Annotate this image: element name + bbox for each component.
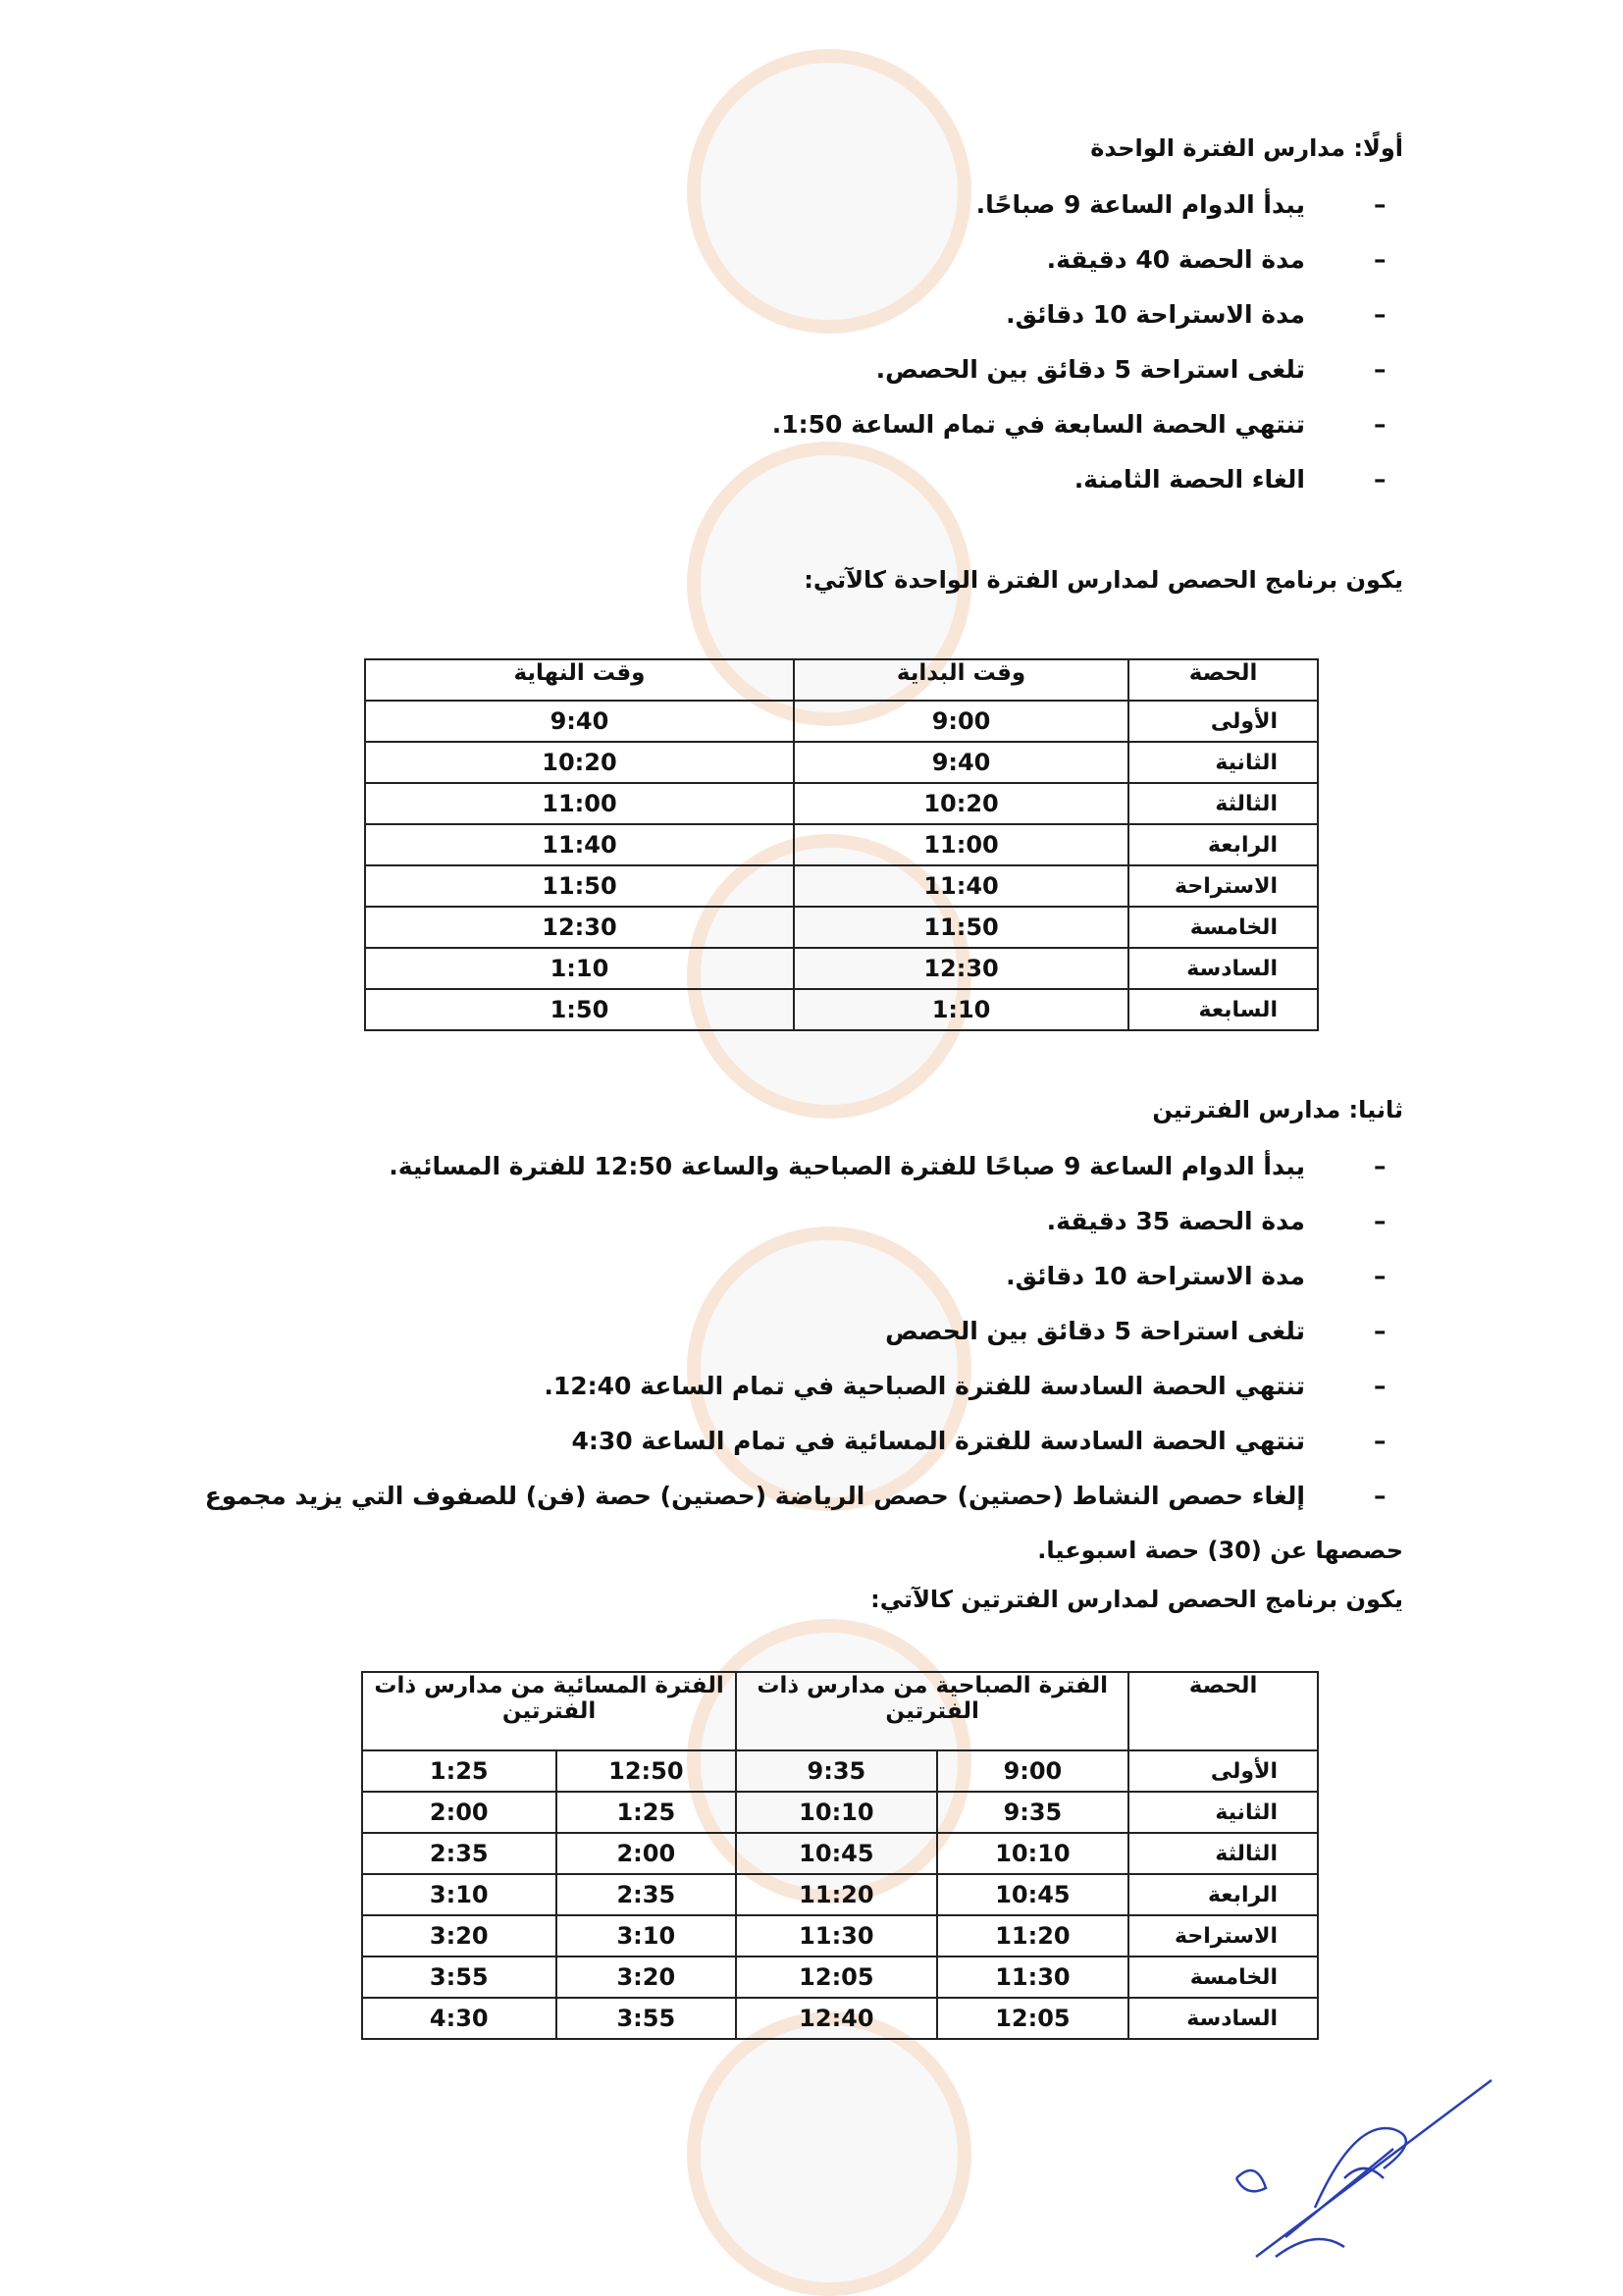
time-cell: 2:00 (556, 1833, 737, 1874)
time-cell: 3:20 (362, 1915, 556, 1957)
table-row (365, 948, 1318, 989)
bullet-dash: – (1374, 1372, 1387, 1400)
column-header: الفترة المسائية من مدارس ذات الفترتين (362, 1672, 736, 1750)
table-row (365, 907, 1318, 948)
section1-intro: يكون برنامج الحصص لمدارس الفترة الواحدة كالآتي: (804, 566, 1403, 594)
period-name-cell: الاستراحة (1128, 1915, 1318, 1957)
time-cell: 12:05 (937, 1998, 1129, 2039)
time-cell: 11:00 (794, 824, 1128, 865)
time-cell: 1:50 (365, 989, 794, 1030)
bullet-dash: – (1374, 245, 1387, 274)
period-name-cell: الثانية (1128, 1792, 1318, 1833)
section2-heading: ثانيا: مدارس الفترتين (1152, 1096, 1403, 1123)
time-cell: 2:00 (362, 1792, 556, 1833)
watermark-clock-icon (687, 2011, 971, 2296)
period-name-cell: السابعة (1128, 989, 1318, 1030)
bullet-item: تلغى استراحة 5 دقائق بين الحصص. (875, 355, 1305, 384)
bullet-item: مدة الحصة 35 دقيقة. (1046, 1207, 1305, 1235)
time-cell: 11:40 (365, 824, 794, 865)
period-name-cell: الرابعة (1128, 1874, 1318, 1915)
table-row (365, 989, 1318, 1030)
period-name-cell: الأولى (1128, 701, 1318, 742)
time-cell: 9:40 (794, 742, 1128, 783)
period-name-cell: السادسة (1128, 1998, 1318, 2039)
bullet-item: تنتهي الحصة السابعة في تمام الساعة 1:50. (771, 410, 1305, 439)
time-cell: 9:00 (794, 701, 1128, 742)
column-header: الحصة (1128, 1672, 1318, 1750)
time-cell: 1:10 (794, 989, 1128, 1030)
watermark-clock-icon (687, 49, 971, 334)
watermark-clock-icon (687, 1226, 971, 1511)
bullet-dash: – (1374, 1262, 1387, 1290)
period-name-cell: الأولى (1128, 1750, 1318, 1792)
time-cell: 3:20 (556, 1957, 737, 1998)
time-cell: 2:35 (362, 1833, 556, 1874)
time-cell: 11:30 (736, 1915, 937, 1957)
bullet-dash: – (1374, 1427, 1387, 1455)
time-cell: 12:40 (736, 1998, 937, 2039)
bullet-dash: – (1374, 1152, 1387, 1180)
table-header-row (365, 659, 1318, 701)
bullet-item: مدة الاستراحة 10 دقائق. (1006, 300, 1305, 329)
table-row (362, 1874, 1318, 1915)
period-name-cell: الثانية (1128, 742, 1318, 783)
time-cell: 11:30 (937, 1957, 1129, 1998)
bullet-item: الغاء الحصة الثامنة. (1073, 465, 1305, 494)
bullet-dash: – (1374, 1482, 1387, 1510)
time-cell: 10:10 (736, 1792, 937, 1833)
bullet-item: مدة الاستراحة 10 دقائق. (1006, 1262, 1305, 1290)
time-cell: 11:50 (365, 865, 794, 907)
time-cell: 3:55 (362, 1957, 556, 1998)
signature (1197, 2061, 1521, 2276)
column-header: وقت النهاية (365, 659, 794, 701)
table-row (365, 783, 1318, 824)
table-row (362, 1998, 1318, 2039)
bullet-item: تلغى استراحة 5 دقائق بين الحصص (885, 1317, 1305, 1345)
bullet-dash: – (1374, 465, 1387, 494)
time-cell: 11:50 (794, 907, 1128, 948)
bullet-dash: – (1374, 1207, 1387, 1235)
time-cell: 1:25 (362, 1750, 556, 1792)
time-cell: 9:35 (736, 1750, 937, 1792)
single-shift-schedule-table (364, 658, 1319, 1031)
time-cell: 3:10 (556, 1915, 737, 1957)
bullet-item: إلغاء حصص النشاط (حصتين) حصص الرياضة (حصتين) حصة (فن) للصفوف التي يزيد مجموع (204, 1482, 1305, 1510)
bullet-dash: – (1374, 300, 1387, 329)
time-cell: 4:30 (362, 1998, 556, 2039)
section2-intro: يكون برنامج الحصص لمدارس الفترتين كالآتي: (870, 1586, 1403, 1613)
table-row (365, 824, 1318, 865)
table-header-row (362, 1672, 1318, 1750)
time-cell: 10:20 (365, 742, 794, 783)
bullet-dash: – (1374, 410, 1387, 439)
period-name-cell: الاستراحة (1128, 865, 1318, 907)
bullet-dash: – (1374, 190, 1387, 219)
table-row (365, 701, 1318, 742)
bullet-item: تنتهي الحصة السادسة للفترة الصباحية في تمام الساعة 12:40. (544, 1372, 1305, 1400)
time-cell: 10:20 (794, 783, 1128, 824)
time-cell: 10:45 (937, 1874, 1129, 1915)
column-header: الحصة (1128, 659, 1318, 701)
bullet-item: يبدأ الدوام الساعة 9 صباحًا للفترة الصباحية والساعة 12:50 للفترة المسائية. (389, 1152, 1305, 1180)
table-row (362, 1750, 1318, 1792)
time-cell: 12:50 (556, 1750, 737, 1792)
table-row (365, 865, 1318, 907)
time-cell: 9:00 (937, 1750, 1129, 1792)
time-cell: 11:00 (365, 783, 794, 824)
time-cell: 2:35 (556, 1874, 737, 1915)
bullet-item: مدة الحصة 40 دقيقة. (1046, 245, 1305, 274)
table-row (362, 1957, 1318, 1998)
table-row (362, 1792, 1318, 1833)
period-name-cell: الثالثة (1128, 1833, 1318, 1874)
bullet-item: تنتهي الحصة السادسة للفترة المسائية في تمام الساعة 4:30 (571, 1427, 1305, 1455)
time-cell: 11:40 (794, 865, 1128, 907)
time-cell: 9:35 (937, 1792, 1129, 1833)
time-cell: 12:30 (794, 948, 1128, 989)
table-row (365, 742, 1318, 783)
period-name-cell: السادسة (1128, 948, 1318, 989)
table-row (362, 1915, 1318, 1957)
time-cell: 10:10 (937, 1833, 1129, 1874)
time-cell: 3:55 (556, 1998, 737, 2039)
period-name-cell: الخامسة (1128, 1957, 1318, 1998)
time-cell: 1:10 (365, 948, 794, 989)
two-shift-schedule-table (361, 1671, 1319, 2040)
time-cell: 9:40 (365, 701, 794, 742)
bullet-dash: – (1374, 1317, 1387, 1345)
period-name-cell: الخامسة (1128, 907, 1318, 948)
bullet-item: يبدأ الدوام الساعة 9 صباحًا. (975, 190, 1305, 219)
period-name-cell: الثالثة (1128, 783, 1318, 824)
table-row (362, 1833, 1318, 1874)
period-name-cell: الرابعة (1128, 824, 1318, 865)
time-cell: 11:20 (736, 1874, 937, 1915)
section2-continuation: حصصها عن (30) حصة اسبوعيا. (1037, 1537, 1403, 1564)
column-header: وقت البداية (794, 659, 1128, 701)
column-header: الفترة الصباحية من مدارس ذات الفترتين (736, 1672, 1128, 1750)
time-cell: 1:25 (556, 1792, 737, 1833)
bullet-dash: – (1374, 355, 1387, 384)
time-cell: 11:20 (937, 1915, 1129, 1957)
section1-heading: أولًا: مدارس الفترة الواحدة (1090, 134, 1403, 162)
time-cell: 3:10 (362, 1874, 556, 1915)
time-cell: 10:45 (736, 1833, 937, 1874)
time-cell: 12:05 (736, 1957, 937, 1998)
time-cell: 12:30 (365, 907, 794, 948)
